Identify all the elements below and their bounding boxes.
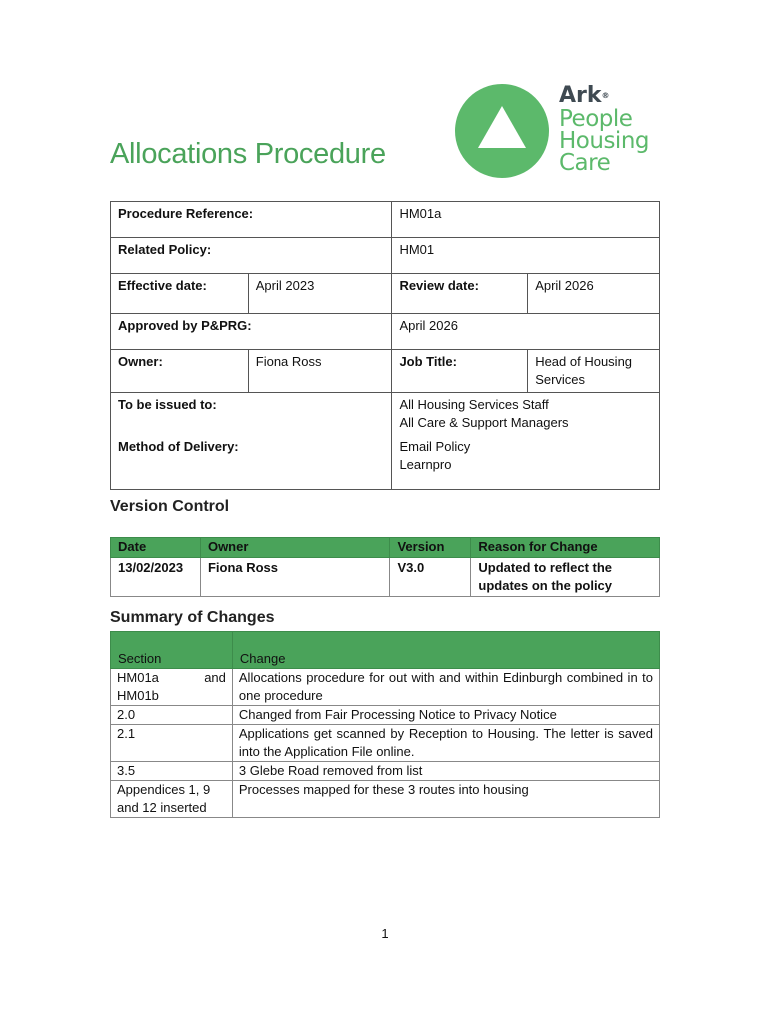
logo-line-2: Housing [559,128,649,154]
table-row [111,762,660,781]
table-row [111,435,660,489]
version-control-table [110,537,660,597]
issued-item: All Housing Services Staff [399,397,549,412]
column-header: Section [111,632,233,669]
table-row [111,393,660,436]
version-owner: Fiona Ross [200,558,390,597]
related-policy-label: Related Policy: [111,238,392,274]
table-row [111,202,660,238]
delivery-value [392,435,660,489]
summary-change: Changed from Fair Processing Notice to Privacy Notice [232,706,659,725]
version-reason: Updated to reflect the updates on the policy [471,558,660,597]
summary-change: 3 Glebe Road removed from list [232,762,659,781]
version-control-heading: Version Control [110,498,230,515]
approved-label: Approved by P&PRG: [111,314,392,350]
summary-section: HM01a and HM01b [111,669,233,706]
column-header: Owner [200,538,390,558]
issued-item: All Care & Support Managers [399,415,569,430]
effective-date-value: April 2023 [248,274,392,314]
table-header-row [111,538,660,558]
job-title-value: Head of Housing Services [528,350,660,393]
summary-section: Appendices 1, 9 and 12 inserted [111,781,233,818]
delivery-item: Email Policy [399,439,471,454]
related-policy-value: HM01 [392,238,660,274]
effective-date-label: Effective date: [111,274,249,314]
table-row [111,706,660,725]
logo-circle [455,84,549,178]
delivery-item: Learnpro [399,457,452,472]
column-header: Reason for Change [471,538,660,558]
page-number: 1 [381,926,389,941]
logo-brand: Ark® [559,83,610,108]
issued-value [392,393,660,436]
review-date-value: April 2026 [528,274,660,314]
summary-section: 3.5 [111,762,233,781]
version-number: V3.0 [390,558,471,597]
summary-heading: Summary of Changes [110,609,275,626]
review-date-label: Review date: [392,274,528,314]
summary-change: Applications get scanned by Reception to Housing. The letter is saved into the Application File online. [232,725,659,762]
summary-change: Allocations procedure for out with and within Edinburgh combined in to one procedure [232,669,659,706]
summary-section: 2.1 [111,725,233,762]
column-header: Change [232,632,659,669]
table-row [111,558,660,597]
delivery-label: Method of Delivery: [111,435,392,489]
table-row [111,350,660,393]
table-row [111,314,660,350]
logo-line-3: Care [559,150,611,176]
issued-label: To be issued to: [111,393,392,436]
summary-table [110,631,660,818]
version-date: 13/02/2023 [111,558,201,597]
table-row [111,669,660,706]
logo-line-1: People [559,106,633,132]
table-row [111,238,660,274]
summary-change: Processes mapped for these 3 routes into housing [232,781,659,818]
column-header: Date [111,538,201,558]
document-title: Allocations Procedure [110,138,386,170]
owner-value: Fiona Ross [248,350,392,393]
triangle-icon [455,84,549,178]
job-title-label: Job Title: [392,350,528,393]
procedure-info-table [110,201,660,490]
table-header-row [111,632,660,669]
owner-label: Owner: [111,350,249,393]
procedure-reference-value: HM01a [392,202,660,238]
ark-logo [455,84,665,178]
summary-section: 2.0 [111,706,233,725]
logo-wordmark [559,84,649,174]
column-header: Version [390,538,471,558]
table-row [111,725,660,762]
table-row [111,781,660,818]
table-row [111,274,660,314]
approved-value: April 2026 [392,314,660,350]
procedure-reference-label: Procedure Reference: [111,202,392,238]
